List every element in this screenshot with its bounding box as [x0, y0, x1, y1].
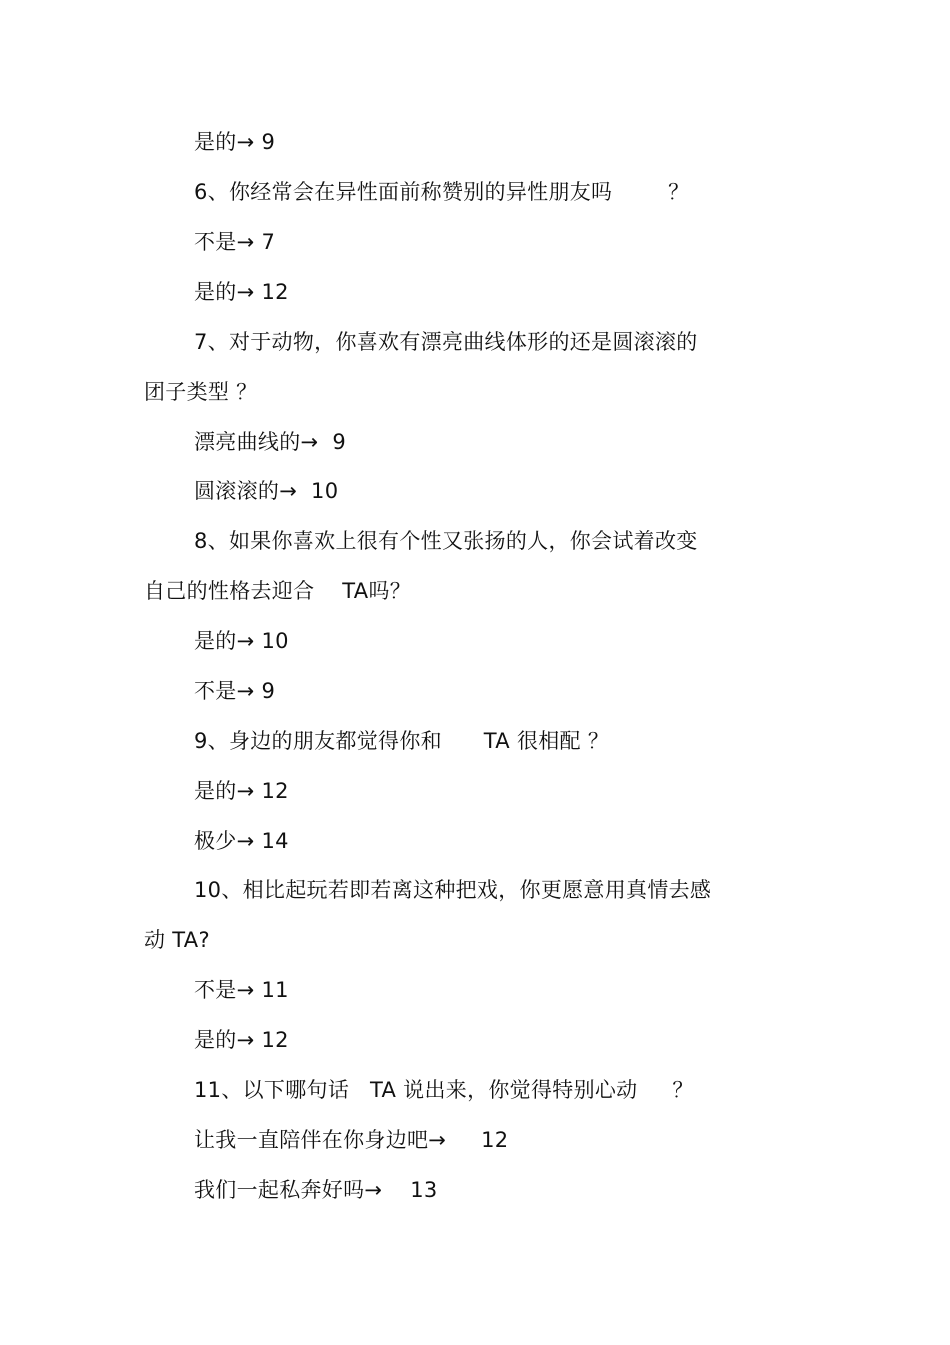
question-6: 6、你经常会在异性面前称赞别的异性朋友吗 ？: [194, 180, 690, 204]
question-7: 7、对于动物，你喜欢有漂亮曲线体形的还是圆滚滚的: [194, 330, 698, 354]
answer-line: 极少→ 14: [194, 829, 289, 853]
answer-line: 是的→ 10: [194, 629, 289, 653]
question-11: 11、以下哪句话 TA 说出来，你觉得特别心动 ？: [194, 1078, 694, 1102]
answer-line: 不是→ 9: [194, 679, 276, 703]
answer-line: 圆滚滚的→ 10: [194, 479, 339, 503]
answer-line: 不是→ 7: [194, 230, 276, 254]
question-8: 8、如果你喜欢上很有个性又张扬的人，你会试着改变: [194, 529, 698, 553]
answer-line: 是的→ 12: [194, 779, 289, 803]
question-9: 9、身边的朋友都觉得你和 TA 很相配 ？: [194, 729, 610, 753]
answer-line: 是的→ 9: [194, 130, 276, 154]
answer-line: 是的→ 12: [194, 1028, 289, 1052]
answer-line: 漂亮曲线的→ 9: [194, 430, 347, 454]
answer-line: 我们一起私奔好吗→ 13: [194, 1178, 438, 1202]
question-10: 10、相比起玩若即若离这种把戏，你更愿意用真情去感: [194, 878, 712, 902]
question-7-continuation: 团子类型 ？: [144, 380, 258, 404]
question-8-continuation: 自己的性格去迎合 TA吗？: [144, 579, 412, 603]
answer-line: 不是→ 11: [194, 978, 289, 1002]
question-10-continuation: 动 TA?: [144, 928, 210, 952]
answer-line: 让我一直陪伴在你身边吧→ 12: [194, 1128, 509, 1152]
answer-line: 是的→ 12: [194, 280, 289, 304]
